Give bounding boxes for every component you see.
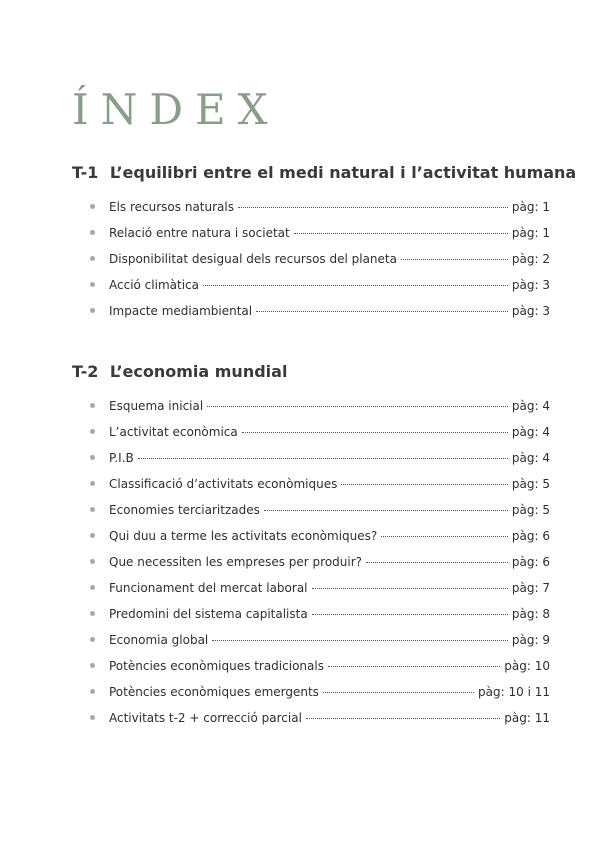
- bullet-icon: [90, 403, 95, 408]
- dot-leader: [138, 458, 508, 459]
- dot-leader: [306, 718, 500, 719]
- index-title: ÍNDEX: [72, 85, 280, 134]
- toc-item-label: Acció climàtica: [109, 278, 199, 292]
- section-name: L’equilibri entre el medi natural i l’activitat humana: [109, 163, 577, 182]
- bullet-icon: [90, 282, 95, 287]
- bullet-icon: [90, 308, 95, 313]
- bullet-icon: [90, 230, 95, 235]
- toc-item-page: pàg: 1: [511, 226, 550, 240]
- dot-leader: [203, 285, 508, 286]
- bullet-icon: [90, 715, 95, 720]
- toc-item[interactable]: [90, 555, 550, 581]
- toc-item-page: pàg: 9: [511, 633, 550, 647]
- bullet-icon: [90, 204, 95, 209]
- toc-item-page: pàg: 10: [504, 659, 550, 673]
- bullet-icon: [90, 637, 95, 642]
- bullet-icon: [90, 507, 95, 512]
- dot-leader: [323, 692, 474, 693]
- toc-item[interactable]: [90, 451, 550, 477]
- toc-item-label: Qui duu a terme les activitats econòmiques?: [109, 529, 378, 543]
- dot-leader: [207, 406, 508, 407]
- dot-leader: [238, 207, 508, 208]
- toc-item-page: pàg: 5: [511, 477, 550, 491]
- toc-item-page: pàg: 3: [511, 278, 550, 292]
- toc-item-label: L’activitat econòmica: [109, 425, 238, 439]
- toc-item[interactable]: [90, 252, 550, 278]
- toc-item-label: Impacte mediambiental: [109, 304, 253, 318]
- toc-item[interactable]: [90, 226, 550, 252]
- bullet-icon: [90, 585, 95, 590]
- dot-leader: [242, 432, 508, 433]
- dot-leader: [328, 666, 500, 667]
- toc-item-page: pàg: 11: [504, 711, 550, 725]
- toc-item[interactable]: [90, 711, 550, 737]
- section-code: T-1: [72, 163, 99, 182]
- section-code: T-2: [72, 362, 99, 381]
- dot-leader: [264, 510, 508, 511]
- toc-item[interactable]: [90, 503, 550, 529]
- toc-item-label: Economia global: [109, 633, 209, 647]
- bullet-icon: [90, 689, 95, 694]
- toc-item-label: Que necessiten les empreses per produir?: [109, 555, 363, 569]
- toc-item-label: Relació entre natura i societat: [109, 226, 290, 240]
- bullet-icon: [90, 256, 95, 261]
- section-title-t1: [72, 163, 576, 182]
- bullet-icon: [90, 611, 95, 616]
- bullet-icon: [90, 481, 95, 486]
- toc-item-label: Funcionament del mercat laboral: [109, 581, 308, 595]
- toc-item-page: pàg: 7: [511, 581, 550, 595]
- dot-leader: [312, 614, 508, 615]
- bullet-icon: [90, 663, 95, 668]
- toc-item-label: Activitats t-2 + correcció parcial: [109, 711, 302, 725]
- toc-item[interactable]: [90, 477, 550, 503]
- dot-leader: [312, 588, 508, 589]
- toc-item[interactable]: [90, 529, 550, 555]
- toc-item[interactable]: [90, 581, 550, 607]
- toc-item-label: Els recursos naturals: [109, 200, 234, 214]
- toc-item-page: pàg: 4: [511, 451, 550, 465]
- toc-item[interactable]: [90, 633, 550, 659]
- section-name: L’economia mundial: [109, 362, 288, 381]
- toc-item-label: Disponibilitat desigual dels recursos del planeta: [109, 252, 397, 266]
- dot-leader: [341, 484, 508, 485]
- toc-item[interactable]: [90, 685, 550, 711]
- toc-item-page: pàg: 4: [511, 399, 550, 413]
- toc-item-page: pàg: 6: [511, 555, 550, 569]
- toc-item-label: Potències econòmiques tradicionals: [109, 659, 324, 673]
- dot-leader: [256, 311, 508, 312]
- toc-item[interactable]: [90, 278, 550, 304]
- toc-item-label: P.I.B: [109, 451, 134, 465]
- toc-item[interactable]: [90, 200, 550, 226]
- toc-list-t1: [90, 200, 550, 330]
- toc-item[interactable]: [90, 399, 550, 425]
- toc-item[interactable]: [90, 607, 550, 633]
- toc-item-page: pàg: 4: [511, 425, 550, 439]
- dot-leader: [381, 536, 508, 537]
- toc-item-page: pàg: 8: [511, 607, 550, 621]
- toc-item[interactable]: [90, 659, 550, 685]
- toc-item-label: Potències econòmiques emergents: [109, 685, 319, 699]
- toc-list-t2: [90, 399, 550, 737]
- toc-item-page: pàg: 10 i 11: [478, 685, 550, 699]
- dot-leader: [294, 233, 508, 234]
- bullet-icon: [90, 559, 95, 564]
- section-title-t2: [72, 362, 287, 381]
- dot-leader: [212, 640, 508, 641]
- toc-item-label: Classificació d’activitats econòmiques: [109, 477, 338, 491]
- bullet-icon: [90, 455, 95, 460]
- toc-item-page: pàg: 2: [511, 252, 550, 266]
- bullet-icon: [90, 533, 95, 538]
- dot-leader: [366, 562, 508, 563]
- toc-item[interactable]: [90, 425, 550, 451]
- toc-item-label: Esquema inicial: [109, 399, 204, 413]
- toc-item-page: pàg: 5: [511, 503, 550, 517]
- toc-item-label: Economies terciaritzades: [109, 503, 260, 517]
- toc-item-page: pàg: 3: [511, 304, 550, 318]
- toc-item-page: pàg: 1: [511, 200, 550, 214]
- bullet-icon: [90, 429, 95, 434]
- dot-leader: [401, 259, 508, 260]
- toc-item-page: pàg: 6: [511, 529, 550, 543]
- toc-item-label: Predomini del sistema capitalista: [109, 607, 308, 621]
- toc-item[interactable]: [90, 304, 550, 330]
